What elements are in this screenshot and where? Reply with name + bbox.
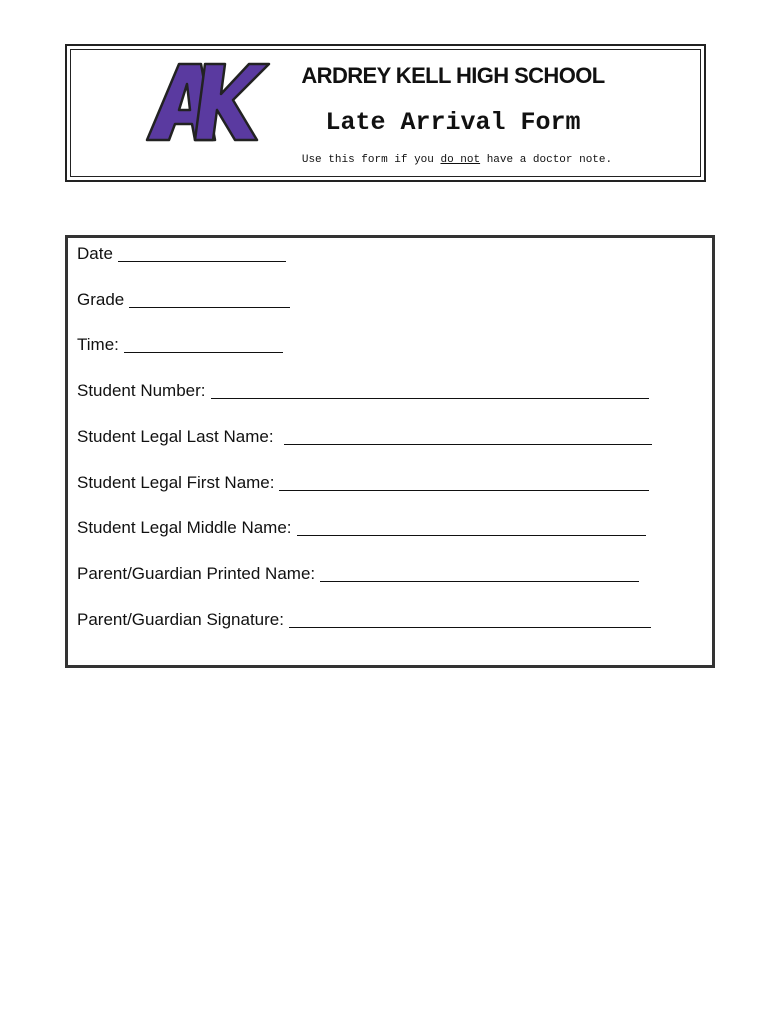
field-label: Student Legal Middle Name:	[77, 518, 292, 537]
field-label: Parent/Guardian Printed Name:	[77, 564, 316, 583]
field-grade[interactable]	[77, 290, 290, 310]
field-student-last-name[interactable]	[77, 427, 652, 447]
field-blank-line[interactable]	[320, 580, 639, 582]
field-guardian-signature[interactable]	[77, 610, 651, 630]
field-label: Grade	[77, 290, 125, 309]
field-label: Student Number:	[77, 381, 206, 400]
field-blank-line[interactable]	[124, 351, 283, 353]
field-blank-line[interactable]	[129, 306, 290, 308]
field-guardian-printed-name[interactable]	[77, 564, 639, 584]
instruction-text-start: Use this form if you	[301, 154, 441, 166]
instruction-text-end: have a doctor note.	[480, 154, 613, 166]
logo-letter-k	[195, 64, 269, 140]
field-label: Date	[77, 244, 113, 263]
field-blank-line[interactable]	[284, 443, 652, 445]
school-name: ARDREY KELL HIGH SCHOOL	[301, 63, 605, 88]
field-label: Time:	[77, 335, 119, 354]
field-student-middle-name[interactable]	[77, 518, 646, 538]
form-title: Late Arrival Form	[325, 108, 581, 137]
field-blank-line[interactable]	[211, 397, 649, 399]
form-instruction	[247, 154, 667, 166]
field-time[interactable]	[77, 335, 283, 355]
field-student-first-name[interactable]	[77, 473, 649, 493]
instruction-emphasis: do not	[440, 154, 481, 166]
form-fields-box	[65, 235, 715, 668]
field-label: Student Legal First Name:	[77, 473, 275, 492]
field-label: Student Legal Last Name:	[77, 427, 274, 446]
field-date[interactable]	[77, 244, 286, 264]
ak-logo	[145, 60, 271, 142]
field-student-number[interactable]	[77, 381, 649, 401]
field-blank-line[interactable]	[118, 260, 286, 262]
field-label: Parent/Guardian Signature:	[77, 610, 284, 629]
field-blank-line[interactable]	[289, 626, 651, 628]
form-header	[65, 44, 706, 182]
field-blank-line[interactable]	[297, 534, 646, 536]
field-blank-line[interactable]	[279, 489, 649, 491]
